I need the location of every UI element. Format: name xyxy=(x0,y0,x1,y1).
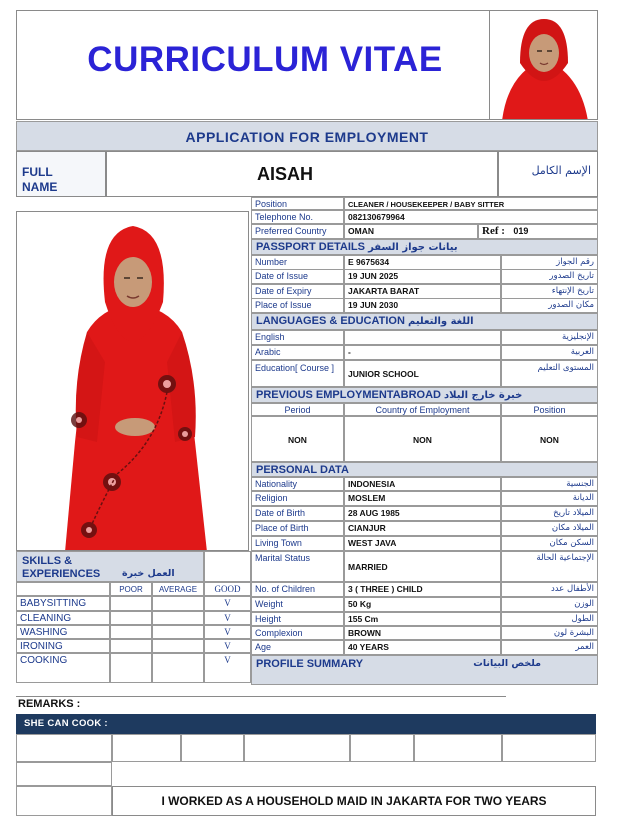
lang-english-ar: الإنجليزية xyxy=(501,330,598,345)
personal-row-value: 155 Cm xyxy=(344,612,501,626)
skill-row-average xyxy=(152,611,204,625)
skill-row-poor xyxy=(110,625,152,639)
personal-row-label: Marital Status xyxy=(251,551,344,582)
personal-row-value: CIANJUR xyxy=(344,521,501,536)
col-country: Country of Employment xyxy=(344,403,501,416)
full-name-label-cell xyxy=(16,151,106,197)
cook-grid-cell xyxy=(16,734,112,762)
previous-heading: PREVIOUS EMPLOYMENTABROAD xyxy=(256,389,441,401)
skill-row-label: IRONING xyxy=(16,639,110,653)
cook-grid-cell xyxy=(16,762,112,786)
personal-row-label: Age xyxy=(251,640,344,655)
remarks-top-line xyxy=(16,696,506,697)
cook-bar xyxy=(16,714,596,734)
passport-row-ar: تاريخ الصدور xyxy=(501,269,598,284)
skill-row-good: V xyxy=(204,653,251,683)
languages-section-heading xyxy=(251,313,598,330)
personal-row-ar: الأطفال عدد xyxy=(501,582,598,597)
skills-col-good: GOOD xyxy=(204,582,251,596)
personal-section-heading: PERSONAL DATA xyxy=(251,462,598,477)
profile-heading-ar: ملخص البيانات xyxy=(473,658,541,669)
application-heading: APPLICATION FOR EMPLOYMENT xyxy=(16,121,598,151)
personal-row-value: 28 AUG 1985 xyxy=(344,506,501,521)
skill-row-average xyxy=(152,596,204,611)
skill-row-average xyxy=(152,639,204,653)
ref-label: Ref : xyxy=(482,225,505,237)
lang-arabic-label: Arabic xyxy=(251,345,344,360)
full-body-photo xyxy=(16,211,249,551)
skill-row-good: V xyxy=(204,625,251,639)
personal-row-value: 3 ( THREE ) CHILD xyxy=(344,582,501,597)
cook-grid-cell xyxy=(244,734,350,762)
cv-title: CURRICULUM VITAE xyxy=(87,40,443,79)
skills-heading-blank xyxy=(204,551,251,582)
personal-row-label: Nationality xyxy=(251,477,344,491)
personal-row-label: Weight xyxy=(251,597,344,612)
personal-row-label: Date of Birth xyxy=(251,506,344,521)
passport-row-ar: رقم الجواز xyxy=(501,255,598,270)
skill-row-label: COOKING xyxy=(16,653,110,683)
passport-row-ar: تاريخ الإنتهاء xyxy=(501,284,598,299)
personal-row-value: MOSLEM xyxy=(344,491,501,506)
personal-row-label: Complexion xyxy=(251,626,344,640)
prev-period-value: NON xyxy=(251,416,344,462)
cook-grid-cell xyxy=(112,734,181,762)
personal-row-ar: الطول xyxy=(501,612,598,626)
skill-row-label: WASHING xyxy=(16,625,110,639)
profile-section-heading xyxy=(251,655,598,685)
personal-row-value: BROWN xyxy=(344,626,501,640)
previous-heading-ar: خبرة خارج البلاد xyxy=(444,390,523,401)
ref-cell xyxy=(478,224,598,239)
education-ar: المستوى التعليم xyxy=(501,360,598,387)
footer-statement: I WORKED AS A HOUSEHOLD MAID IN JAKARTA FOR TWO YEARS xyxy=(161,794,547,808)
languages-heading-ar: اللغة والتعليم xyxy=(407,316,474,327)
personal-row-label: Religion xyxy=(251,491,344,506)
education-label: Education[ Course ] xyxy=(251,360,344,387)
personal-row-label: Living Town xyxy=(251,536,344,551)
personal-row-ar: الإجتماعية الحالة xyxy=(501,551,598,582)
passport-row-label: Date of Issue xyxy=(251,269,344,284)
skill-row-poor xyxy=(110,611,152,625)
full-name-value: AISAH xyxy=(257,164,314,184)
full-name-label-ar: الإسم الكامل xyxy=(531,164,591,177)
skill-row-average xyxy=(152,625,204,639)
personal-row-ar: السكن مكان xyxy=(501,536,598,551)
skill-row-label: BABYSITTING xyxy=(16,596,110,611)
skills-col-blank xyxy=(16,582,110,596)
skill-row-label: CLEANING xyxy=(16,611,110,625)
skills-col-average: AVERAGE xyxy=(152,582,204,596)
skill-row-poor xyxy=(110,639,152,653)
cook-grid-cell xyxy=(181,734,244,762)
personal-row-value: MARRIED xyxy=(344,551,501,582)
footer-blank-cell xyxy=(16,786,112,816)
passport-heading-ar: بيانات جواز السفر xyxy=(368,242,458,253)
passport-heading: PASSPORT DETAILS xyxy=(256,241,365,253)
prev-position-value: NON xyxy=(501,416,598,462)
skill-row-poor xyxy=(110,653,152,683)
passport-row-value: 19 JUN 2030 xyxy=(344,298,501,313)
skills-heading-cell xyxy=(16,551,204,582)
personal-row-value: 40 YEARS xyxy=(344,640,501,655)
cook-grid-cell xyxy=(350,734,414,762)
skills-heading: SKILLS & EXPERIENCES xyxy=(22,555,101,580)
cook-grid-cell xyxy=(414,734,502,762)
skill-row-good: V xyxy=(204,611,251,625)
profile-heading: PROFILE SUMMARY xyxy=(256,658,364,670)
passport-row-value: 19 JUN 2025 xyxy=(344,269,501,284)
full-name-value-cell xyxy=(106,151,498,197)
passport-row-label: Date of Expiry xyxy=(251,284,344,299)
passport-row-value: E 9675634 xyxy=(344,255,501,270)
lang-english-value xyxy=(344,330,501,345)
personal-row-ar: الجنسية xyxy=(501,477,598,491)
skills-col-poor: POOR xyxy=(110,582,152,596)
personal-row-label: Height xyxy=(251,612,344,626)
lang-english-label: English xyxy=(251,330,344,345)
personal-row-label: Place of Birth xyxy=(251,521,344,536)
remarks-label: REMARKS : xyxy=(18,698,81,710)
cook-grid-cell xyxy=(502,734,596,762)
personal-row-value: WEST JAVA xyxy=(344,536,501,551)
passport-photo xyxy=(489,10,598,120)
passport-row-label: Number xyxy=(251,255,344,270)
telephone-value: 082130679964 xyxy=(344,210,598,224)
lang-arabic-value: - xyxy=(344,345,501,360)
col-position: Position xyxy=(501,403,598,416)
ref-value: 019 xyxy=(513,226,529,236)
skills-heading-ar: العمل خبرة xyxy=(122,568,175,579)
education-value: JUNIOR SCHOOL xyxy=(344,360,501,387)
preferred-country-label: Preferred Country xyxy=(251,224,344,239)
personal-row-ar: الديانة xyxy=(501,491,598,506)
lang-arabic-ar: العربية xyxy=(501,345,598,360)
footer-statement-cell xyxy=(112,786,596,816)
skill-row-poor xyxy=(110,596,152,611)
full-name-ar-cell xyxy=(498,151,598,197)
col-period: Period xyxy=(251,403,344,416)
passport-section-heading xyxy=(251,239,598,255)
personal-row-ar: العمر xyxy=(501,640,598,655)
skill-row-good: V xyxy=(204,596,251,611)
telephone-label: Telephone No. xyxy=(251,210,344,224)
position-label: Position xyxy=(251,197,344,210)
personal-row-value: INDONESIA xyxy=(344,477,501,491)
skill-row-good: V xyxy=(204,639,251,653)
cook-label: SHE CAN COOK : xyxy=(24,718,108,729)
prev-country-value: NON xyxy=(344,416,501,462)
previous-section-heading xyxy=(251,387,598,403)
languages-heading: LANGUAGES & EDUCATION xyxy=(256,315,405,327)
passport-row-ar: مكان الصدور xyxy=(501,298,598,313)
personal-row-value: 50 Kg xyxy=(344,597,501,612)
skill-row-average xyxy=(152,653,204,683)
preferred-country-value: OMAN xyxy=(344,224,478,239)
full-name-label: FULL NAME xyxy=(22,165,58,194)
position-value: CLEANER / HOUSEKEEPER / BABY SITTER xyxy=(344,197,598,210)
personal-row-ar: الميلاد مكان xyxy=(501,521,598,536)
passport-row-value: JAKARTA BARAT xyxy=(344,284,501,299)
passport-row-label: Place of Issue xyxy=(251,298,344,313)
personal-row-ar: الوزن xyxy=(501,597,598,612)
personal-row-ar: الميلاد تاريخ xyxy=(501,506,598,521)
personal-row-ar: البشرة لون xyxy=(501,626,598,640)
personal-row-label: No. of Children xyxy=(251,582,344,597)
